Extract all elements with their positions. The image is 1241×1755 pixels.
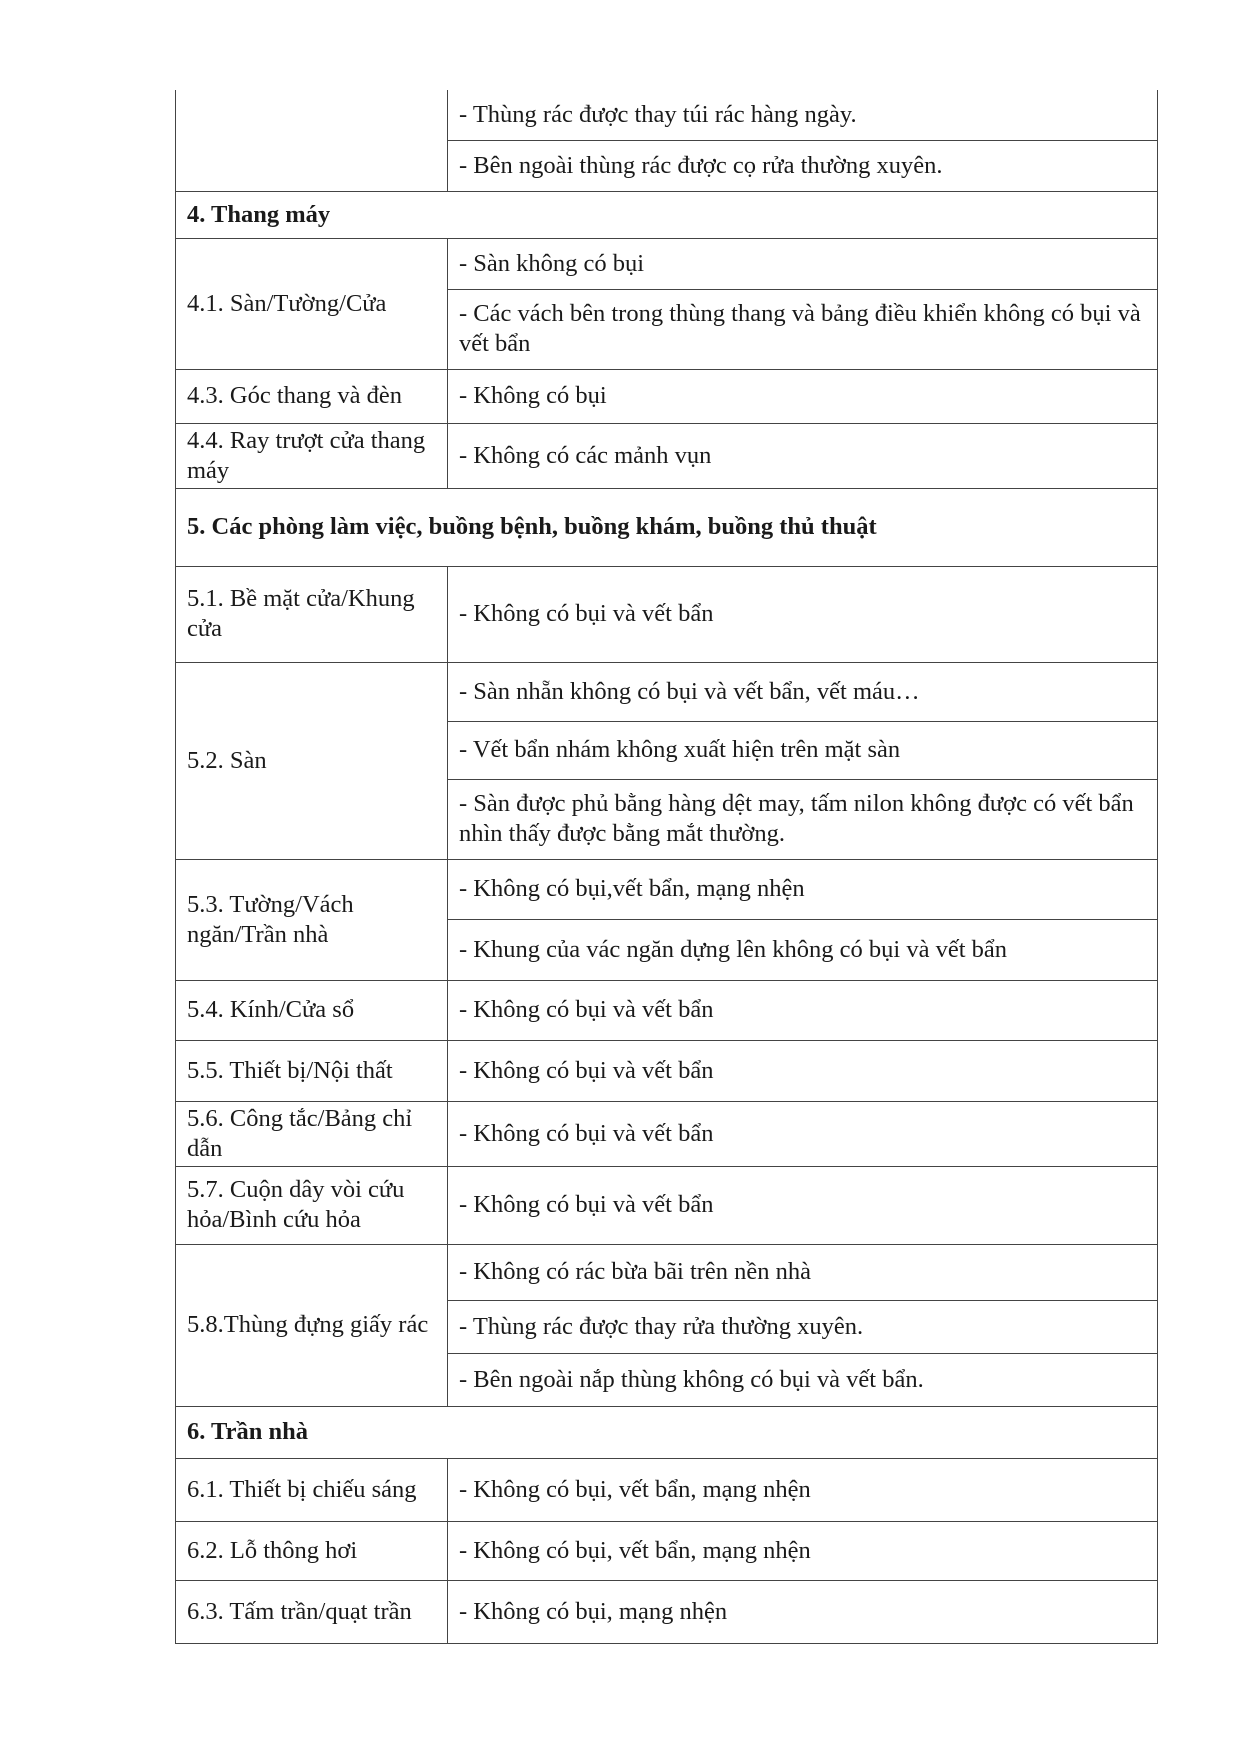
criteria-cell: - Các vách bên trong thùng thang và bảng điều khiển không có bụi và vết bẩn: [448, 289, 1158, 369]
criteria-table: [175, 90, 1158, 1644]
table-row: [176, 566, 1158, 662]
item-cell: 6.1. Thiết bị chiếu sáng: [176, 1458, 448, 1521]
criteria-cell: - Không có bụi và vết bẩn: [448, 1101, 1158, 1166]
item-cell: 5.4. Kính/Cửa sổ: [176, 980, 448, 1040]
item-cell: [176, 90, 448, 191]
criteria-cell: - Không có bụi và vết bẩn: [448, 1166, 1158, 1244]
criteria-cell: - Không có bụi,vết bẩn, mạng nhện: [448, 859, 1158, 919]
table-row: [176, 1166, 1158, 1244]
criteria-cell: - Bên ngoài thùng rác được cọ rửa thường xuyên.: [448, 140, 1158, 191]
table-row: [176, 662, 1158, 721]
criteria-cell: - Thùng rác được thay túi rác hàng ngày.: [448, 90, 1158, 140]
section-row: [176, 488, 1158, 566]
item-cell: 6.3. Tấm trần/quạt trần: [176, 1580, 448, 1643]
criteria-cell: - Không có bụi, vết bẩn, mạng nhện: [448, 1521, 1158, 1580]
criteria-cell: - Thùng rác được thay rửa thường xuyên.: [448, 1300, 1158, 1353]
item-cell: 5.1. Bề mặt cửa/Khung cửa: [176, 566, 448, 662]
criteria-cell: - Bên ngoài nắp thùng không có bụi và vết bẩn.: [448, 1353, 1158, 1406]
item-cell: 4.4. Ray trượt cửa thang máy: [176, 423, 448, 488]
item-cell: 4.1. Sàn/Tường/Cửa: [176, 238, 448, 369]
table-row: [176, 859, 1158, 919]
item-cell: 5.6. Công tắc/Bảng chỉ dẫn: [176, 1101, 448, 1166]
table-row: [176, 1580, 1158, 1643]
item-cell: 5.2. Sàn: [176, 662, 448, 859]
table-row: [176, 90, 1158, 140]
criteria-cell: - Sàn nhẵn không có bụi và vết bẩn, vết máu…: [448, 662, 1158, 721]
table-row: [176, 1101, 1158, 1166]
criteria-cell: - Không có bụi, mạng nhện: [448, 1580, 1158, 1643]
criteria-cell: - Không có bụi và vết bẩn: [448, 980, 1158, 1040]
criteria-cell: - Không có bụi và vết bẩn: [448, 566, 1158, 662]
item-cell: 5.7. Cuộn dây vòi cứu hỏa/Bình cứu hỏa: [176, 1166, 448, 1244]
section-row: [176, 1406, 1158, 1458]
table-row: [176, 369, 1158, 423]
criteria-cell: - Không có bụi và vết bẩn: [448, 1040, 1158, 1101]
table-row: [176, 980, 1158, 1040]
table-row: [176, 1244, 1158, 1300]
table-row: [176, 1458, 1158, 1521]
table-row: [176, 238, 1158, 289]
section-row: [176, 191, 1158, 238]
criteria-cell: - Không có các mảnh vụn: [448, 423, 1158, 488]
criteria-cell: - Không có bụi: [448, 369, 1158, 423]
item-cell: 5.8.Thùng đựng giấy rác: [176, 1244, 448, 1406]
criteria-cell: - Không có rác bừa bãi trên nền nhà: [448, 1244, 1158, 1300]
table-row: [176, 1040, 1158, 1101]
criteria-cell: - Sàn không có bụi: [448, 238, 1158, 289]
criteria-cell: - Sàn được phủ bằng hàng dệt may, tấm nilon không được có vết bẩn nhìn thấy được bằng mắt thường.: [448, 779, 1158, 859]
table-row: [176, 423, 1158, 488]
criteria-cell: - Không có bụi, vết bẩn, mạng nhện: [448, 1458, 1158, 1521]
criteria-cell: - Khung của vác ngăn dựng lên không có bụi và vết bẩn: [448, 919, 1158, 980]
item-cell: 5.3. Tường/Vách ngăn/Trần nhà: [176, 859, 448, 980]
item-cell: 4.3. Góc thang và đèn: [176, 369, 448, 423]
section-title: 6. Trần nhà: [176, 1406, 1158, 1458]
section-title: 5. Các phòng làm việc, buồng bệnh, buồng khám, buồng thủ thuật: [176, 488, 1158, 566]
table-row: [176, 1521, 1158, 1580]
item-cell: 6.2. Lỗ thông hơi: [176, 1521, 448, 1580]
item-cell: 5.5. Thiết bị/Nội thất: [176, 1040, 448, 1101]
criteria-cell: - Vết bẩn nhám không xuất hiện trên mặt sàn: [448, 721, 1158, 779]
section-title: 4. Thang máy: [176, 191, 1158, 238]
